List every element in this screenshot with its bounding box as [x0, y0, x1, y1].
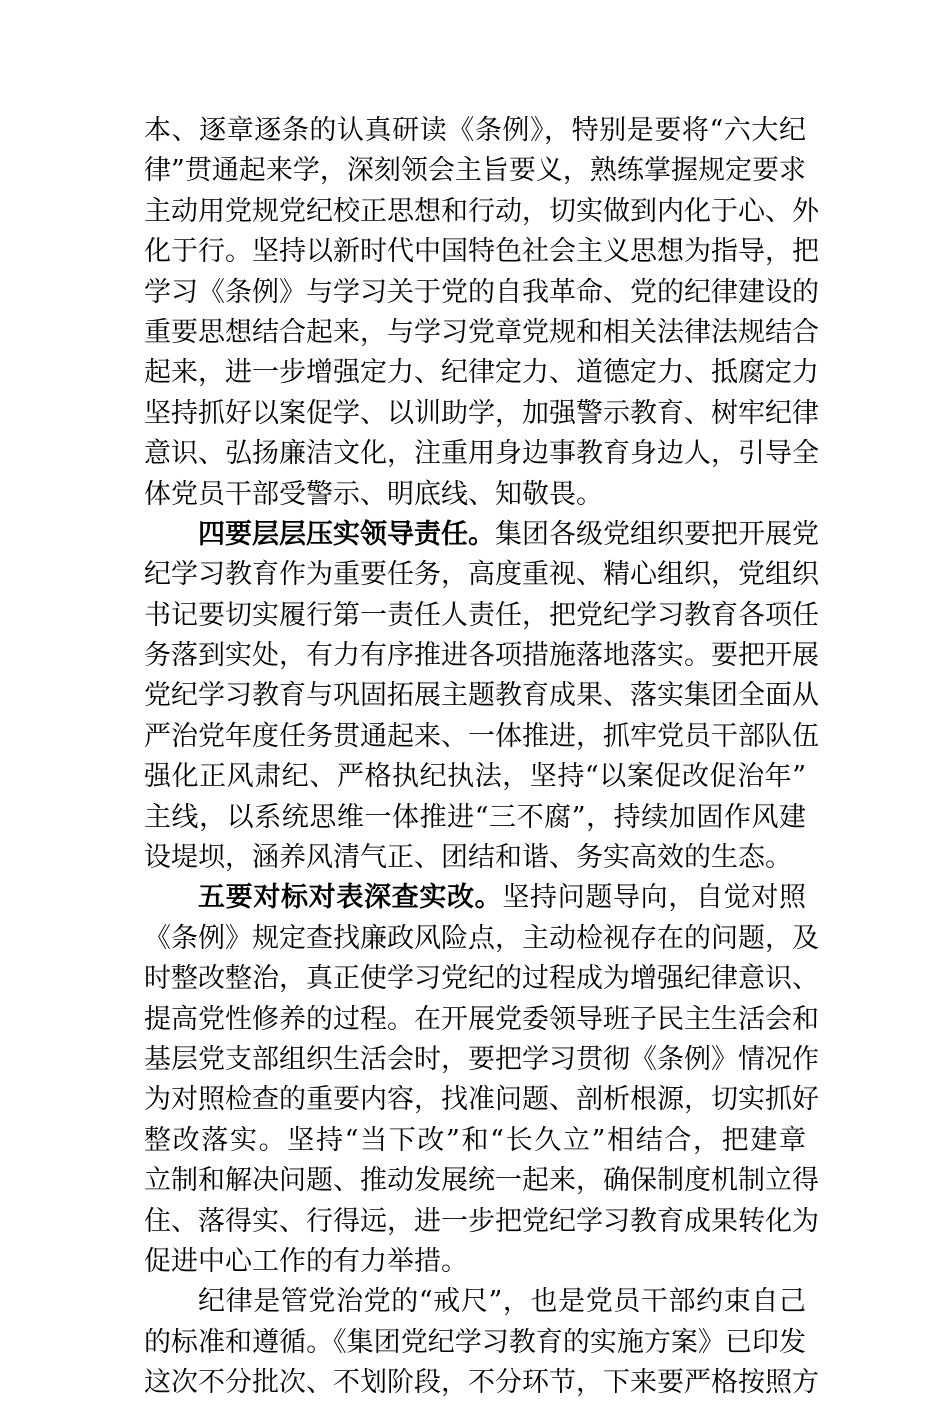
text-line: 住、落得实、行得远，进一步把党纪学习教育成果转化为 [144, 1205, 819, 1237]
text-line: 强化正风肃纪、严格执纪执法，坚持“以案促改促治年” [144, 761, 806, 793]
text-line: 提高党性修养的过程。在开展党委领导班子民主生活会和 [144, 1003, 819, 1035]
paragraph-benchmark-rectification [144, 878, 819, 1282]
text-segment: 坚持问题导向，自觉对照 [502, 882, 807, 914]
text-line-first [144, 878, 806, 918]
paragraph-discipline-ruler [144, 1282, 819, 1403]
text-line: 坚持抓好以案促学、以训助学，加强警示教育、树牢纪律 [144, 397, 819, 429]
text-line: 的标准和遵循。《集团党纪学习教育的实施方案》已印发 [144, 1326, 806, 1358]
paragraph-study-regulations [144, 111, 819, 515]
text-line: 纪学习教育作为重要任务，高度重视、精心组织，党组织 [144, 559, 819, 591]
text-line: 立制和解决问题、推动发展统一起来，确保制度机制立得 [144, 1165, 819, 1197]
text-line: 起来，进一步增强定力、纪律定力、道德定力、抵腐定力 [144, 357, 819, 389]
text-line: 主动用党规党纪校正思想和行动，切实做到内化于心、外 [144, 195, 819, 227]
text-line-first [144, 515, 819, 555]
text-line: 整改落实。坚持“当下改”和“长久立”相结合，把建章 [144, 1124, 806, 1156]
document-page [144, 111, 819, 1404]
text-line: 意识、弘扬廉洁文化，注重用身边事教育身边人，引导全 [144, 438, 819, 470]
text-segment: 集团各级党组织要把开展党 [495, 518, 819, 550]
text-line-first: 纪律是管党治党的“戒尺”，也是党员干部约束自己 [198, 1286, 806, 1318]
text-line: 设堤坝，涵养风清气正、团结和谐、务实高效的生态。 [144, 842, 792, 874]
text-line: 这次不分批次、不划阶段，不分环节，下来要严格按照方 [144, 1367, 819, 1399]
text-line: 时整改整治，真正使学习党纪的过程成为增强纪律意识、 [144, 963, 819, 995]
text-line: 律”贯通起来学，深刻领会主旨要义，熟练掌握规定要求 [144, 155, 806, 187]
text-line: 基层党支部组织生活会时，要把学习贯彻《条例》情况作 [144, 1043, 819, 1075]
text-line: 促进中心工作的有力举措。 [144, 1245, 468, 1277]
text-line: 学习《条例》与学习关于党的自我革命、党的纪律建设的 [144, 276, 819, 308]
paragraph-heading: 四要层层压实领导责任。 [198, 518, 495, 550]
paragraph-leadership-responsibility [144, 515, 819, 879]
text-line: 严治党年度任务贯通起来、一体推进，抓牢党员干部队伍 [144, 720, 819, 752]
text-line: 重要思想结合起来，与学习党章党规和相关法律法规结合 [144, 316, 819, 348]
paragraph-heading: 五要对标对表深查实改。 [198, 882, 503, 914]
text-line: 体党员干部受警示、明底线、知敬畏。 [144, 478, 603, 510]
text-line: 《条例》规定查找廉政风险点，主动检视存在的问题，及 [144, 922, 819, 954]
text-line: 党纪学习教育与巩固拓展主题教育成果、落实集团全面从 [144, 680, 819, 712]
text-line: 主线，以系统思维一体推进“三不腐”，持续加固作风建 [144, 801, 806, 833]
text-line: 书记要切实履行第一责任人责任，把党纪学习教育各项任 [144, 599, 819, 631]
text-line: 本、逐章逐条的认真研读《条例》，特别是要将“六大纪 [144, 115, 806, 146]
text-line: 务落到实处，有力有序推进各项措施落地落实。要把开展 [144, 640, 819, 672]
text-line: 化于行。坚持以新时代中国特色社会主义思想为指导，把 [144, 236, 819, 268]
text-line: 为对照检查的重要内容，找准问题、剖析根源，切实抓好 [144, 1084, 819, 1116]
